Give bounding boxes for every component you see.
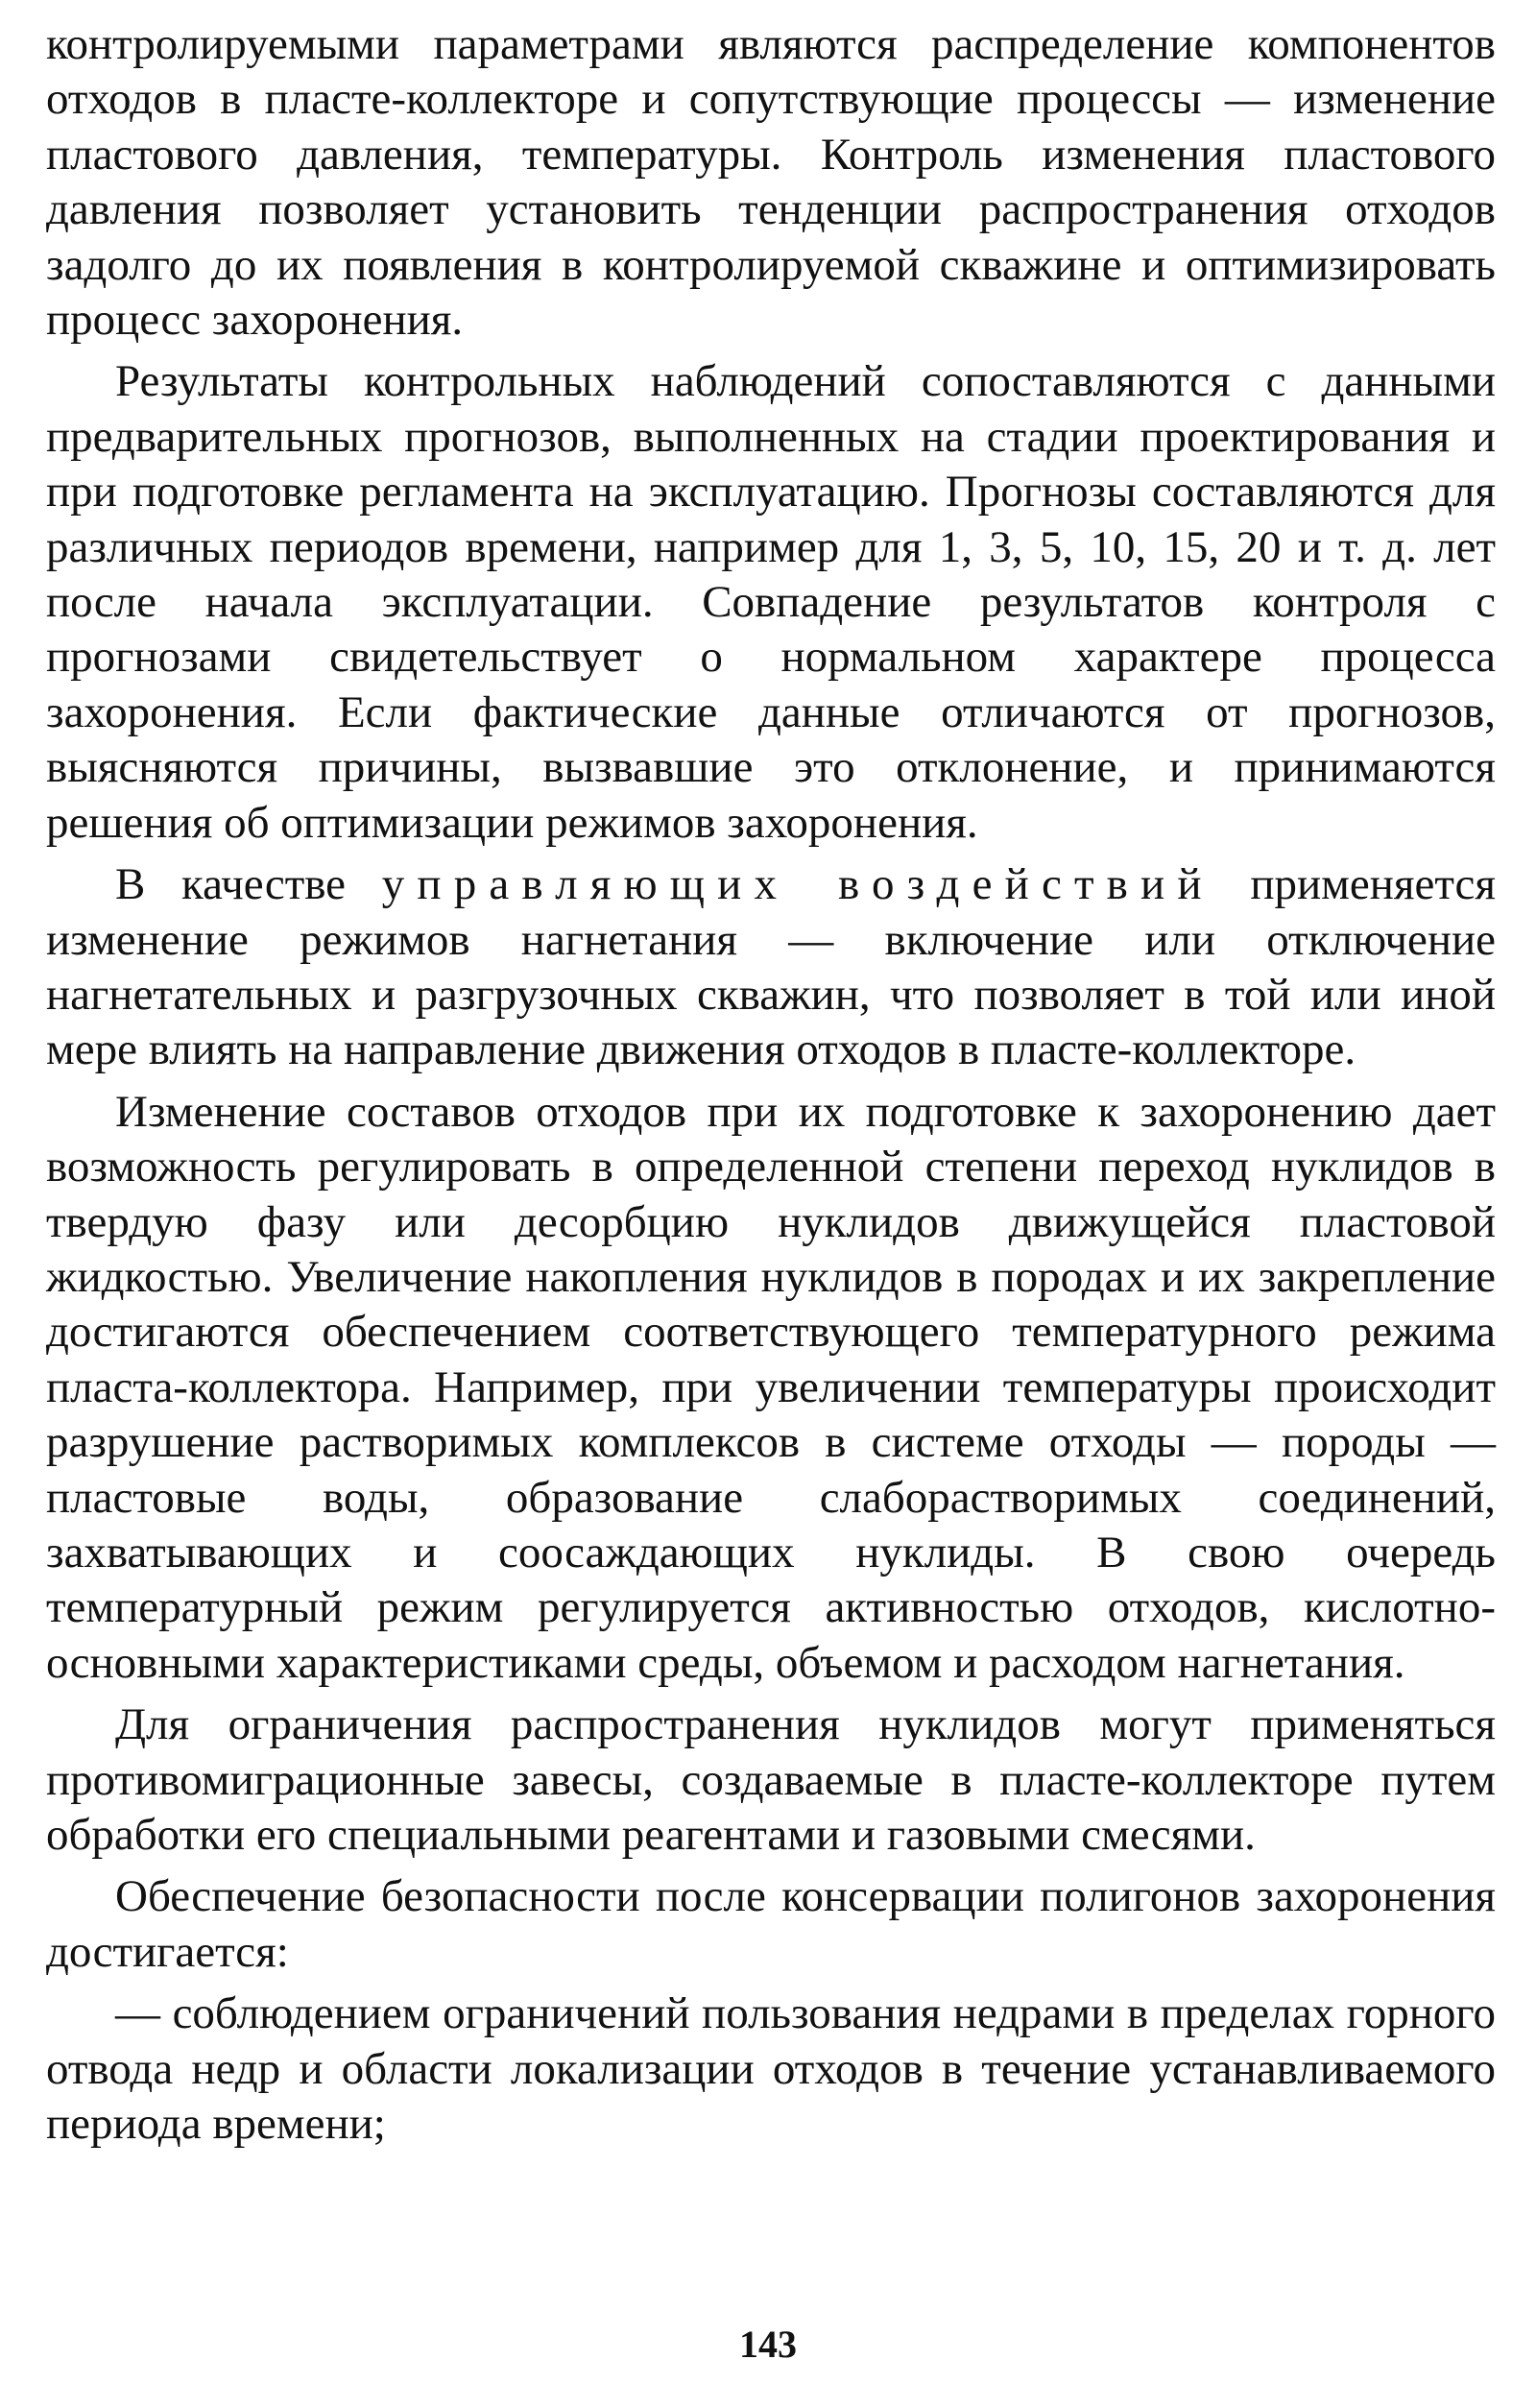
paragraph-6: Обеспечение безопасности после консервации полигонов захоронения достигается: (46, 1871, 1496, 1977)
list-item-1: — соблюдением ограничений пользования недрами в пределах горного отвода недр и области локализации отходов в течение устанавливаемого периода времени; (46, 1988, 1496, 2150)
paragraph-1: контролируемыми параметрами являются распределение компонентов отходов в пласте-коллекторе и сопутствующие процессы — изменение пластового давления, температуры. Контроль изменения пластового давления позволяет установить тенденции распространения отходов задолго до их появления в контролируемой скважине и оптимизировать процесс захоронения. (46, 19, 1496, 346)
paragraph-2: Результаты контрольных наблюдений сопоставляются с данными предварительных прогнозов, выполненных на стадии проектирования и при подготовке регламента на эксплуатацию. Прогнозы составляются для различных периодов времени, например для 1, 3, 5, 10, 15, 20 и т. д. лет после начала эксплуатации. Совпадение результатов контроля с прогнозами свидетельствует о нормальном характере процесса захоронения. Если фактические данные отличаются от прогнозов, выясняются причины, вызвавшие это отклонение, и принимаются решения об оптимизации режимов захоронения. (46, 356, 1496, 848)
paragraph-3 (46, 857, 1496, 1078)
page-number: 143 (739, 2323, 797, 2366)
page-body (46, 17, 1496, 2152)
spaced-emphasis: управляющих воздействий (381, 859, 1214, 910)
paragraph-3-end: применяется изменение режимов нагнетания — включение или отключение нагнетательных и разгрузочных скважин, что позволяет в той или иной мере влиять на направление движения отходов в пласте-коллекторе. (46, 859, 1497, 1075)
paragraph-4: Изменение составов отходов при их подготовке к захоронению дает возможность регулировать в определенной степени переход нуклидов в твердую фазу или десорбцию нуклидов движущейся пластовой жидкостью. Увеличение накопления нуклидов в породах и их закрепление достигаются обеспечением соответствующего температурного режима пласта-коллектора. Например, при увеличении температуры происходит разрушение растворимых комплексов в системе отходы — породы — пластовые воды, образование слаборастворимых соединений, захватывающих и соосаждающих нуклиды. В свою очередь температурный режим регулируется активностью отходов, кислотно-основными характеристиками среды, объемом и расходом нагнетания. (46, 1086, 1496, 1688)
paragraph-3-start: В качестве (115, 859, 347, 910)
paragraph-5: Для ограничения распространения нуклидов могут применяться противомиграционные завесы, создаваемые в пласте-коллекторе путем обработки его специальными реагентами и газовыми смесями. (46, 1699, 1496, 1860)
